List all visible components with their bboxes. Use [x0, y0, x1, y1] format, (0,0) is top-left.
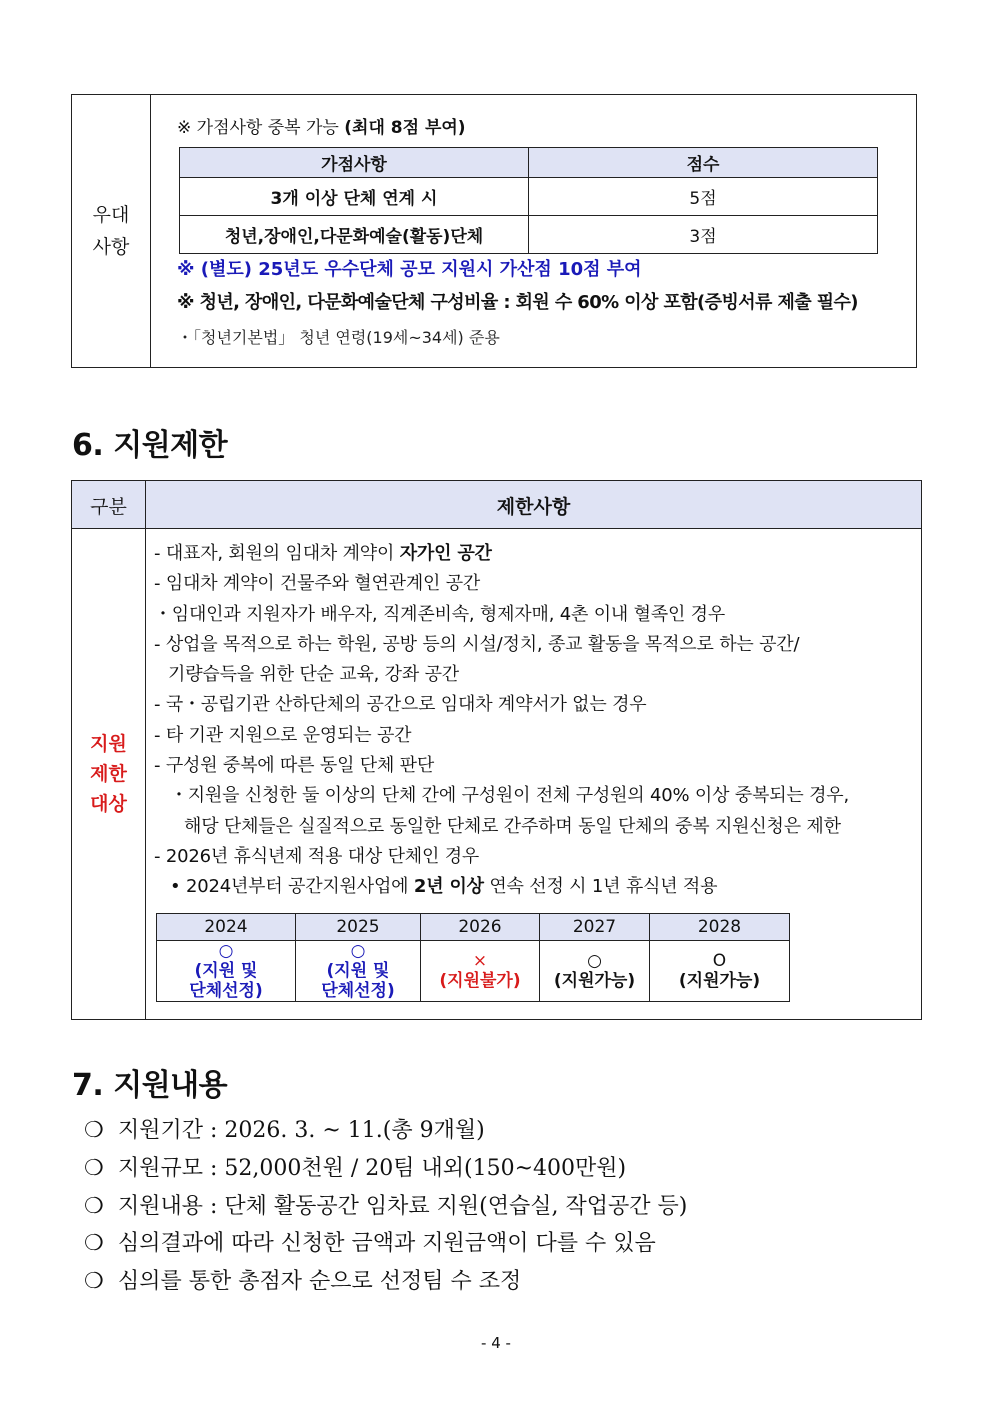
list-item: 해당 단체들은 실질적으로 동일한 단체로 간주하며 동일 단체의 중복 지원신청은 제한 — [184, 815, 841, 837]
year-2025-status — [296, 941, 421, 1002]
bullet-icon: ❍ — [84, 1155, 104, 1181]
restriction-lines — [154, 539, 849, 903]
year-2024-header: 2024 — [157, 914, 296, 941]
status-line: (지원가능) — [678, 971, 761, 991]
item-text: 지원내용 : 단체 활동공간 임차료 지원(연습실, 작업공간 등) — [118, 1193, 688, 1219]
year-2028-header: 2028 — [650, 914, 790, 941]
restriction-content — [146, 529, 921, 1019]
youth-law-note: ・「청년기본법」 청년 연령(19세~34세) 준용 — [177, 328, 500, 347]
list-item: - 국・공립기관 산하단체의 공간으로 임대차 계약서가 없는 경우 — [154, 694, 647, 716]
status-line: (지원가능) — [553, 971, 636, 991]
restriction-header — [72, 481, 921, 529]
list-item: - 2026년 휴식년제 적용 대상 단체인 경우 — [154, 845, 480, 867]
restriction-header-category: 구분 — [72, 481, 146, 529]
table-row — [180, 178, 878, 216]
list-item: ・지원을 신청한 둘 이상의 단체 간에 구성원이 전체 구성원의 40% 이상 중복되는 경우, — [170, 785, 850, 807]
bonus-score: 5점 — [529, 178, 878, 216]
list-item: - 임대차 계약이 건물주와 혈연관계인 공간 — [154, 573, 481, 595]
status-line: (지원 및 — [194, 961, 258, 981]
line-bold-text: 자가인 공간 — [399, 543, 492, 564]
year-2026-header: 2026 — [421, 914, 540, 941]
circle-icon: ○ — [587, 951, 602, 971]
item-text: 지원기간 : 2026. 3. ~ 11.(총 9개월) — [118, 1118, 485, 1143]
rest-year-header-row — [157, 914, 790, 941]
list-item — [154, 872, 849, 902]
duplicate-note-prefix: ※ 가점사항 중복 가능 — [177, 118, 345, 138]
line-text: 연속 선정 시 1년 휴식년 적용 — [483, 876, 718, 898]
bonus-header-item: 가점사항 — [180, 148, 529, 178]
year-2027-header: 2027 — [540, 914, 650, 941]
list-item: ・임대인과 지원자가 배우자, 직계존비속, 형제자매, 4촌 이내 혈족인 경우 — [154, 603, 726, 625]
list-item — [84, 1263, 687, 1301]
line-text: - 대표자, 회원의 임대차 계약이 — [154, 543, 400, 564]
list-item: 기량습득을 위한 단순 교육, 강좌 공간 — [168, 664, 459, 686]
list-item — [84, 1150, 687, 1188]
status-line: (지원 및 — [326, 961, 390, 981]
restriction-label-line: 제한 — [90, 763, 127, 785]
year-2025-header: 2025 — [296, 914, 421, 941]
restriction-label-line: 대상 — [90, 793, 127, 815]
bonus-item: 청년,장애인,다문화예술(활동)단체 — [180, 216, 529, 254]
support-items — [84, 1112, 687, 1301]
list-item — [154, 539, 849, 569]
bonus-header-score: 점수 — [529, 148, 878, 178]
list-item: - 상업을 목적으로 하는 학원, 공방 등의 시설/정치, 종교 활동을 목적으로 하는 공간/ — [154, 633, 800, 655]
preference-box — [71, 94, 917, 368]
status-line: 단체선정) — [189, 981, 263, 1001]
list-item: - 구성원 중복에 따른 동일 단체 판단 — [154, 755, 435, 777]
circle-icon: ○ — [350, 941, 366, 961]
cross-icon: × — [472, 951, 488, 971]
rest-year-status-row — [157, 941, 790, 1002]
bonus-score: 3점 — [529, 216, 878, 254]
item-text: 심의결과에 따라 신청한 금액과 지원금액이 다를 수 있음 — [118, 1231, 656, 1257]
section6-title: 6. 지원제한 — [72, 428, 228, 463]
year-2028-status — [650, 941, 790, 1002]
preference-label-line2: 사항 — [92, 236, 130, 258]
bonus-table — [179, 147, 878, 254]
circle-icon: ○ — [218, 941, 234, 961]
restriction-label — [72, 529, 146, 1019]
restriction-header-content: 제한사항 — [496, 495, 571, 518]
bonus-table-header — [180, 148, 878, 178]
item-text: 심의를 통한 총점자 순으로 선정팀 수 조정 — [118, 1269, 522, 1295]
status-line: (지원불가) — [439, 971, 521, 991]
list-item: - 타 기관 지원으로 운영되는 공간 — [154, 724, 412, 746]
rest-year-table — [156, 913, 790, 1002]
status-line: 단체선정) — [321, 981, 395, 1001]
bullet-icon: ❍ — [84, 1193, 104, 1219]
duplicate-note-bold: (최대 8점 부여) — [344, 118, 466, 138]
preference-label — [72, 95, 151, 367]
line-bold-text: 2년 이상 — [413, 876, 484, 898]
duplicate-note — [177, 113, 466, 138]
list-item — [84, 1225, 687, 1263]
page-number: - 4 - — [481, 1334, 511, 1352]
line-text: • 2024년부터 공간지원사업에 — [170, 876, 414, 898]
section7-title: 7. 지원내용 — [72, 1068, 228, 1103]
restriction-label-line: 지원 — [90, 733, 127, 755]
bullet-icon: ❍ — [84, 1118, 104, 1143]
year-2027-status — [540, 941, 650, 1002]
year-2024-status — [157, 941, 296, 1002]
bonus-note-blue: ※ (별도) 25년도 우수단체 공모 지원시 가산점 10점 부여 — [177, 259, 642, 280]
preference-label-line1: 우대 — [92, 204, 130, 226]
bullet-icon: ❍ — [84, 1231, 104, 1257]
restriction-box — [71, 480, 922, 1020]
year-2026-status — [421, 941, 540, 1002]
item-text: 지원규모 : 52,000천원 / 20팀 내외(150~400만원) — [118, 1155, 627, 1181]
list-item — [84, 1188, 687, 1226]
list-item — [84, 1112, 687, 1150]
table-row — [180, 216, 878, 254]
bullet-icon: ❍ — [84, 1269, 104, 1295]
circle-icon: O — [712, 951, 727, 971]
bonus-item: 3개 이상 단체 연계 시 — [180, 178, 529, 216]
preference-content — [151, 95, 916, 367]
composition-note: ※ 청년, 장애인, 다문화예술단체 구성비율 : 회원 수 60% 이상 포함(증빙서류 제출 필수) — [177, 292, 858, 313]
